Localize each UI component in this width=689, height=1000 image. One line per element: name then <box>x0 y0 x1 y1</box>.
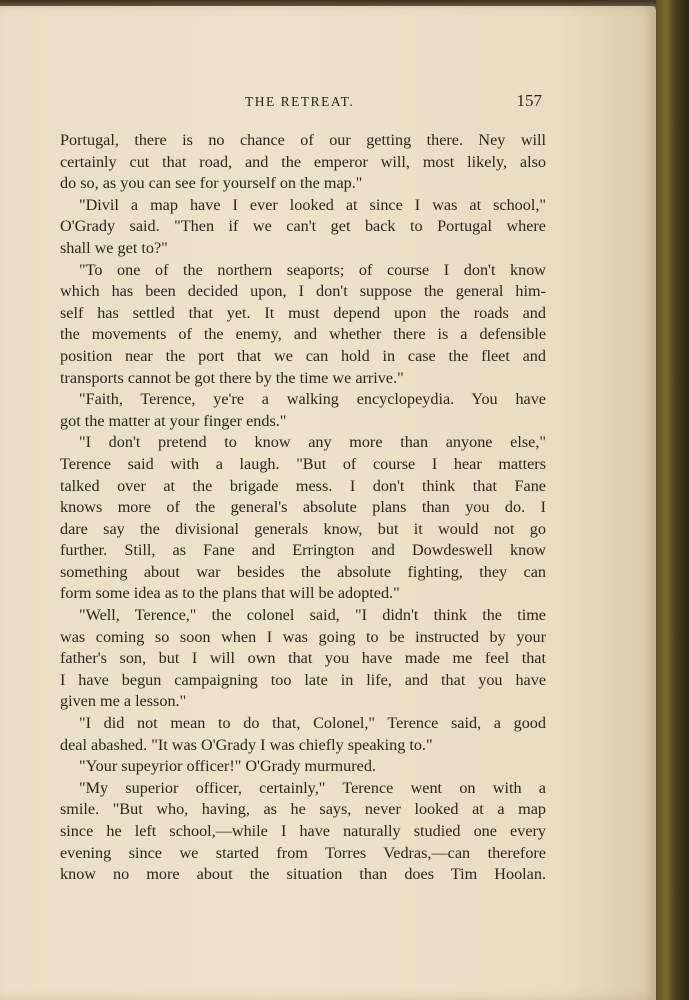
book-spine <box>656 0 689 1000</box>
text-line: Terence said with a laugh. "But of course I hear matters <box>60 454 546 473</box>
text-line: was coming so soon when I was going to be instructed by your <box>60 627 546 646</box>
text-line: since he left school,—while I have naturally studied one every <box>60 822 546 840</box>
running-title: THE RETREAT. <box>245 94 355 109</box>
text-line: knows more of the general's absolute plans than you do. I <box>60 498 546 517</box>
text-line: given me a lesson." <box>60 692 187 711</box>
text-line: "Your supeyrior officer!" O'Grady murmured. <box>79 757 376 776</box>
text-line: do so, as you can see for yourself on the map." <box>60 174 363 193</box>
text-line: talked over at the brigade mess. I don't think that Fane <box>60 476 546 495</box>
page-number: 157 <box>516 91 542 110</box>
text-line: position near the port that we can hold in case the fleet and <box>60 346 546 365</box>
text-line: which has been decided upon, I don't suppose the general him- <box>60 282 546 301</box>
text-line: shall we get to?" <box>60 238 168 257</box>
text-line: dare say the divisional generals know, but it would not go <box>60 519 546 538</box>
text-line: "I did not mean to do that, Colonel," Terence said, a good <box>79 714 546 733</box>
book-page <box>0 6 656 1000</box>
body-text <box>60 130 546 886</box>
text-line: evening since we started from Torres Vedras,—can therefore <box>60 843 546 862</box>
text-line: something about war besides the absolute fighting, they can <box>60 562 546 581</box>
text-line: "My superior officer, certainly," Terence went on with a <box>79 778 546 797</box>
text-line: form some idea as to the plans that will be adopted." <box>60 584 400 603</box>
text-line: the movements of the enemy, and whether there is a defensible <box>60 325 546 344</box>
text-line: got the matter at your finger ends." <box>60 411 287 430</box>
text-line: deal abashed. "It was O'Grady I was chiefly speaking to." <box>60 735 433 754</box>
text-line: "Well, Terence," the colonel said, "I didn't think the time <box>79 606 546 625</box>
text-line: father's son, but I will own that you have made me feel that <box>60 649 546 668</box>
text-line: know no more about the situation than does Tim Hoolan. <box>60 865 546 884</box>
text-line: transports cannot be got there by the time we arrive." <box>60 368 404 387</box>
text-line: smile. "But who, having, as he says, never looked at a map <box>60 800 546 819</box>
text-line: "I don't pretend to know any more than anyone else," <box>79 433 546 452</box>
text-line: I have begun campaigning too late in life, and that you have <box>60 670 546 689</box>
text-line: self has settled that yet. It must depend upon the roads and <box>60 303 546 322</box>
text-line: "Faith, Terence, ye're a walking encyclopeydia. You have <box>79 390 546 409</box>
text-line: Portugal, there is no chance of our getting there. Ney will <box>60 131 546 149</box>
page-header <box>60 91 546 116</box>
text-line: "Divil a map have I ever looked at since I was at school," <box>79 195 546 214</box>
text-line: certainly cut that road, and the emperor will, most likely, also <box>60 152 546 171</box>
text-line: further. Still, as Fane and Errington and Dowdeswell know <box>60 541 546 560</box>
text-line: "To one of the northern seaports; of course I don't know <box>79 260 546 279</box>
text-line: O'Grady said. "Then if we can't get back to Portugal where <box>60 217 546 236</box>
